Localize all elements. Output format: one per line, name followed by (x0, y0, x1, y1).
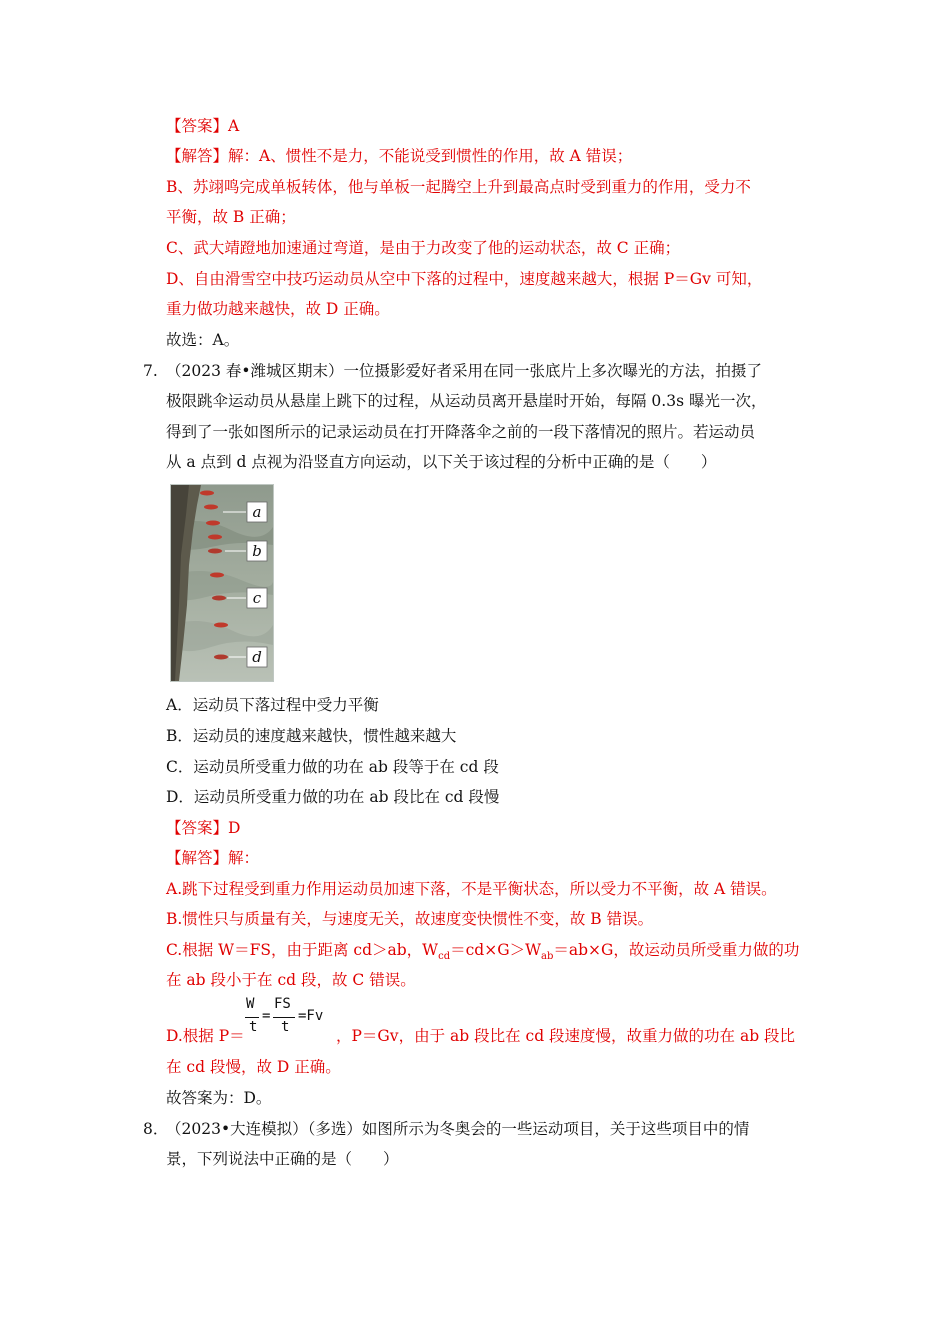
frac1-denominator: t (249, 1019, 258, 1035)
q7-stem-line-4: 从 a 点到 d 点视为沿竖直方向运动，以下关于该过程的分析中正确的是（ ） (166, 453, 717, 471)
figure-label-d: d (252, 648, 262, 666)
explain-c-text-2: ＝cd×G＞W (450, 941, 542, 959)
frac1-numerator: W (246, 996, 255, 1012)
q6-conclusion: 故选：A。 (166, 331, 240, 349)
figure-label-c: c (252, 589, 262, 607)
frac1-bar (245, 1017, 259, 1018)
q7-stem-line-1: （2023 春•潍城区期末）一位摄影爱好者采用在同一张底片上多次曝光的方法，拍摄了 (166, 362, 763, 380)
q7-explain-head: 【解答】解： (166, 849, 260, 867)
q7-option-d: D．运动员所受重力做的功在 ab 段比在 cd 段慢 (166, 788, 500, 806)
subscript-cd: cd (438, 951, 451, 963)
q7-option-a: A．运动员下落过程中受力平衡 (166, 696, 379, 714)
equals-2-fv: =Fv (298, 1008, 324, 1024)
skydiver-multiple-exposure-photo (170, 484, 274, 682)
q7-stem-line-3: 得到了一张如图所示的记录运动员在打开降落伞之前的一段下落情况的照片。若运动员 (166, 423, 756, 441)
q7-number: 7. (143, 362, 158, 380)
q7-explain-b: B.惯性只与质量有关，与速度无关，故速度变快惯性不变，故 B 错误。 (166, 910, 654, 928)
subscript-ab: ab (541, 951, 554, 963)
q8-number: 8． (143, 1120, 169, 1138)
q6-explain-line-3: 平衡，故 B 正确； (166, 208, 296, 226)
q7-option-b: B．运动员的速度越来越快，惯性越来越大 (166, 727, 457, 745)
frac2-numerator: FS (274, 996, 291, 1012)
q8-stem-line-2: 景，下列说法中正确的是（ ） (166, 1150, 399, 1168)
explain-c-text-1: C.根据 W＝FS，由于距离 cd＞ab，W (166, 941, 439, 959)
equals-1: = (262, 1008, 271, 1024)
q6-explain-line-2: B、苏翊鸣完成单板转体，他与单板一起腾空上升到最高点时受到重力的作用，受力不 (166, 178, 751, 196)
q7-explain-a: A.跳下过程受到重力作用运动员加速下落，不是平衡状态，所以受力不平衡，故 A 错误。 (166, 880, 777, 898)
q7-explain-d-line-2: 在 cd 段慢，故 D 正确。 (166, 1058, 341, 1076)
q7-stem-line-2: 极限跳伞运动员从悬崖上跳下的过程，从运动员离开悬崖时开始，每隔 0.3s 曝光一次， (166, 392, 767, 410)
q7-explain-d-post: ，P＝Gv，由于 ab 段比在 cd 段速度慢，故重力做的功在 ab 段比 (336, 1027, 796, 1045)
q7-explain-d-pre: D.根据 P＝ (166, 1027, 245, 1045)
q7-explain-c-line-2: 在 ab 段小于在 cd 段，故 C 错误。 (166, 971, 416, 989)
frac2-denominator: t (281, 1019, 290, 1035)
q6-explain-line-4: C、武大靖蹬地加速通过弯道，是由于力改变了他的运动状态，故 C 正确； (166, 239, 681, 257)
q6-explain-line-1: 【解答】解：A、惯性不是力，不能说受到惯性的作用，故 A 错误； (166, 147, 633, 165)
q8-stem-line-1: （2023•大连模拟）（多选）如图所示为冬奥会的一些运动项目，关于这些项目中的情 (166, 1120, 750, 1138)
q7-option-c: C．运动员所受重力做的功在 ab 段等于在 cd 段 (166, 758, 499, 776)
q6-explain-line-6: 重力做功越来越快，故 D 正确。 (166, 300, 390, 318)
q6-answer: 【答案】A (166, 117, 240, 135)
figure-label-b: b (252, 542, 262, 560)
explain-c-text-3: ＝ab×G，故运动员所受重力做的功 (553, 941, 800, 959)
frac2-bar (273, 1017, 295, 1018)
q7-conclusion: 故答案为：D。 (166, 1089, 272, 1107)
q7-answer: 【答案】D (166, 819, 241, 837)
q7-explain-c-line-1 (166, 939, 799, 968)
q6-explain-line-5: D、自由滑雪空中技巧运动员从空中下落的过程中，速度越来越大，根据 P＝Gv 可知， (166, 270, 763, 288)
figure-label-a: a (252, 503, 262, 521)
